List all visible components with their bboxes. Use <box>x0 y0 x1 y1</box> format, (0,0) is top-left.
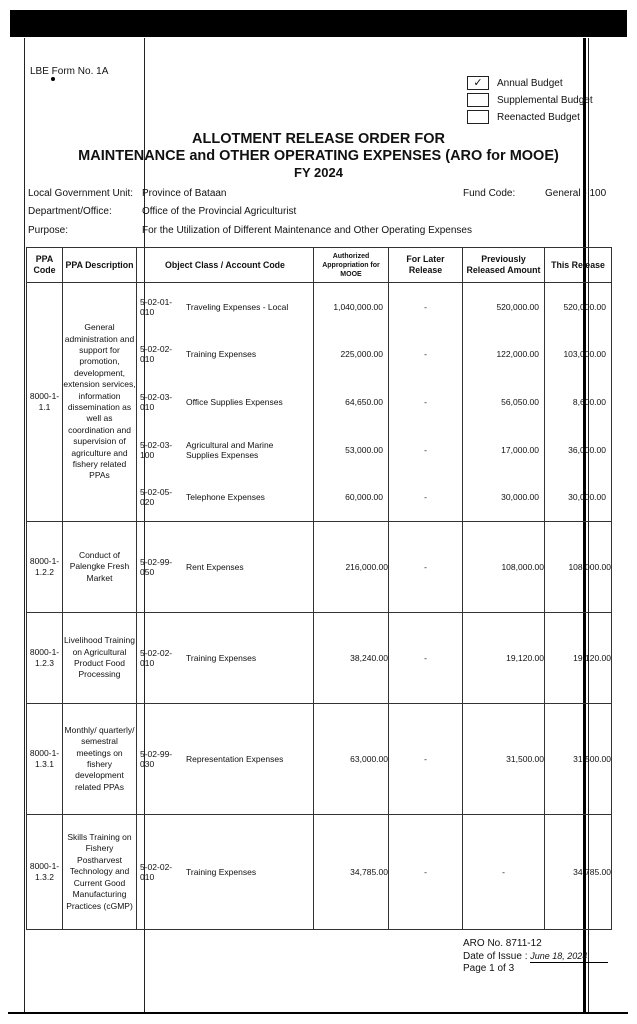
previous-release-amount: 108,000.00 <box>463 522 545 613</box>
header-this-release: This Release <box>545 248 612 283</box>
previous-release-amount: - <box>463 815 545 930</box>
authorized-amount: 216,000.00 <box>314 522 389 613</box>
handwritten-date: June 18, 2024 <box>530 950 608 963</box>
later-release-amount: - <box>424 396 427 407</box>
this-release-amount: 19,120.00 <box>545 613 612 704</box>
header-previously-released: Previously Released Amount <box>463 248 545 283</box>
previous-release-amount: 520,000.00 <box>496 301 539 312</box>
previous-release-amount: 19,120.00 <box>463 613 545 704</box>
authorized-amount: 53,000.00 <box>345 444 383 455</box>
checkbox-icon[interactable] <box>467 110 489 124</box>
authorized-amount: 63,000.00 <box>314 704 389 815</box>
ppa-code: 8000-1-1.1 <box>27 283 63 522</box>
header-authorized-appropriation: Authorized Appropriation for MOOE <box>314 248 389 283</box>
date-of-issue <box>463 950 608 963</box>
table-row <box>27 613 612 704</box>
fund-code-label: Fund Code: <box>463 188 516 199</box>
budget-type-label: Supplemental Budget <box>497 94 593 106</box>
previous-release-amount: 122,000.00 <box>496 349 539 360</box>
previous-release-amount: 31,500.00 <box>463 704 545 815</box>
this-release-amount: 30,000.00 <box>568 492 606 503</box>
this-release-amount: 103,000.00 <box>563 349 606 360</box>
account-line: 5-02-02-010 Training Expenses <box>140 862 257 882</box>
checkbox-checked-icon[interactable]: ✓ <box>467 76 489 90</box>
purpose-label: Purpose: <box>28 225 69 236</box>
account-line: 5-02-03-100 Agricultural and Marine Supplies Expenses <box>140 439 274 460</box>
aro-number: ARO No. 8711-12 <box>463 938 542 949</box>
authorized-amount: 225,000.00 <box>340 349 383 360</box>
this-release-amount: 520,000.00 <box>563 301 606 312</box>
ppa-code: 8000-1-1.3.1 <box>27 704 63 815</box>
header-for-later-release: For Later Release <box>389 248 463 283</box>
table-row <box>27 522 612 613</box>
authorized-amount: 38,240.00 <box>314 613 389 704</box>
budget-type-label: Annual Budget <box>497 77 563 89</box>
later-release-amount: - <box>389 522 463 613</box>
header-ppa-description: PPA Description <box>63 248 137 283</box>
this-release-amount: 8,600.00 <box>572 396 606 407</box>
form-number: LBE Form No. 1A <box>30 66 109 77</box>
previous-release-amount: 30,000.00 <box>501 492 539 503</box>
this-release-amount: 108,000.00 <box>545 522 612 613</box>
authorized-amount: 1,040,000.00 <box>333 301 383 312</box>
authorized-amount: 64,650.00 <box>345 396 383 407</box>
account-line: 5-02-03-010 Office Supplies Expenses <box>140 391 283 412</box>
date-label: Date of Issue : <box>463 951 528 962</box>
ppa-description: Livelihood Training on Agricultural Product Food Processing <box>63 613 137 704</box>
later-release-amount: - <box>424 492 427 503</box>
authorized-amount: 34,785.00 <box>314 815 389 930</box>
scan-bottom-line <box>8 1012 628 1014</box>
table-row <box>27 283 612 522</box>
purpose-value: For the Utilization of Different Maintenance and Other Operating Expenses <box>142 225 472 236</box>
ppa-code: 8000-1-1.3.2 <box>27 815 63 930</box>
ppa-code: 8000-1-1.2.3 <box>27 613 63 704</box>
footer-block <box>463 938 608 975</box>
later-release-amount: - <box>424 444 427 455</box>
table-row <box>27 815 612 930</box>
allotment-table <box>26 247 612 930</box>
ppa-description: Conduct of Palengke Fresh Market <box>63 522 137 613</box>
ppa-description: General administration and support for promotion, development, extension services, information dissemination as well as coordination and supervision of agriculture and fishery related PPAs <box>63 283 137 522</box>
account-line: 5-02-01-010 Traveling Expenses - Local <box>140 296 289 317</box>
account-line: 5-02-99-030 Representation Expenses <box>140 749 284 769</box>
later-release-amount: - <box>389 613 463 704</box>
later-release-amount: - <box>424 349 427 360</box>
budget-type-label: Reenacted Budget <box>497 111 580 123</box>
ppa-code: 8000-1-1.2.2 <box>27 522 63 613</box>
ppa-description: Monthly/ quarterly/ semestral meetings on fishery development related PPAs <box>63 704 137 815</box>
later-release-amount: - <box>389 704 463 815</box>
later-release-amount: - <box>424 301 427 312</box>
table-header-row <box>27 248 612 283</box>
this-release-amount: 34,785.00 <box>545 815 612 930</box>
department-label: Department/Office: <box>28 206 112 217</box>
document-title-line2: MAINTENANCE and OTHER OPERATING EXPENSES (ARO for MOOE) <box>78 148 559 164</box>
lgu-value: Province of Bataan <box>142 188 227 199</box>
budget-type-annual[interactable] <box>467 76 563 90</box>
previous-release-amount: 17,000.00 <box>501 444 539 455</box>
lgu-label: Local Government Unit: <box>28 188 134 199</box>
later-release-amount: - <box>389 815 463 930</box>
document-title-line1: ALLOTMENT RELEASE ORDER FOR <box>192 131 445 147</box>
budget-type-reenacted[interactable] <box>467 110 580 124</box>
this-release-amount: 31,500.00 <box>545 704 612 815</box>
this-release-amount: 36,000.00 <box>568 444 606 455</box>
account-line: 5-02-05-020 Telephone Expenses <box>140 487 265 508</box>
authorized-amount: 60,000.00 <box>345 492 383 503</box>
previous-release-amount: 56,050.00 <box>501 396 539 407</box>
department-value: Office of the Provincial Agriculturist <box>142 206 297 217</box>
header-ppa-code: PPA Code <box>27 248 63 283</box>
page-number: Page 1 of 3 <box>463 963 515 974</box>
scan-top-bar <box>10 10 627 37</box>
ppa-description: Skills Training on Fishery Postharvest Technology and Current Good Manufacturing Practices (cGMP) <box>63 815 137 930</box>
ink-dot <box>51 77 55 81</box>
scan-left-line <box>24 38 25 1013</box>
document-title-year: FY 2024 <box>294 165 343 180</box>
account-line: 5-02-02-010 Training Expenses <box>140 648 257 668</box>
budget-type-supplemental[interactable] <box>467 93 593 107</box>
header-object-class: Object Class / Account Code <box>137 248 314 283</box>
fund-code-value: General - 100 <box>545 188 607 199</box>
account-line: 5-02-02-010 Training Expenses <box>140 344 257 365</box>
checkbox-icon[interactable] <box>467 93 489 107</box>
table-row <box>27 704 612 815</box>
account-line: 5-02-99-050 Rent Expenses <box>140 557 244 577</box>
